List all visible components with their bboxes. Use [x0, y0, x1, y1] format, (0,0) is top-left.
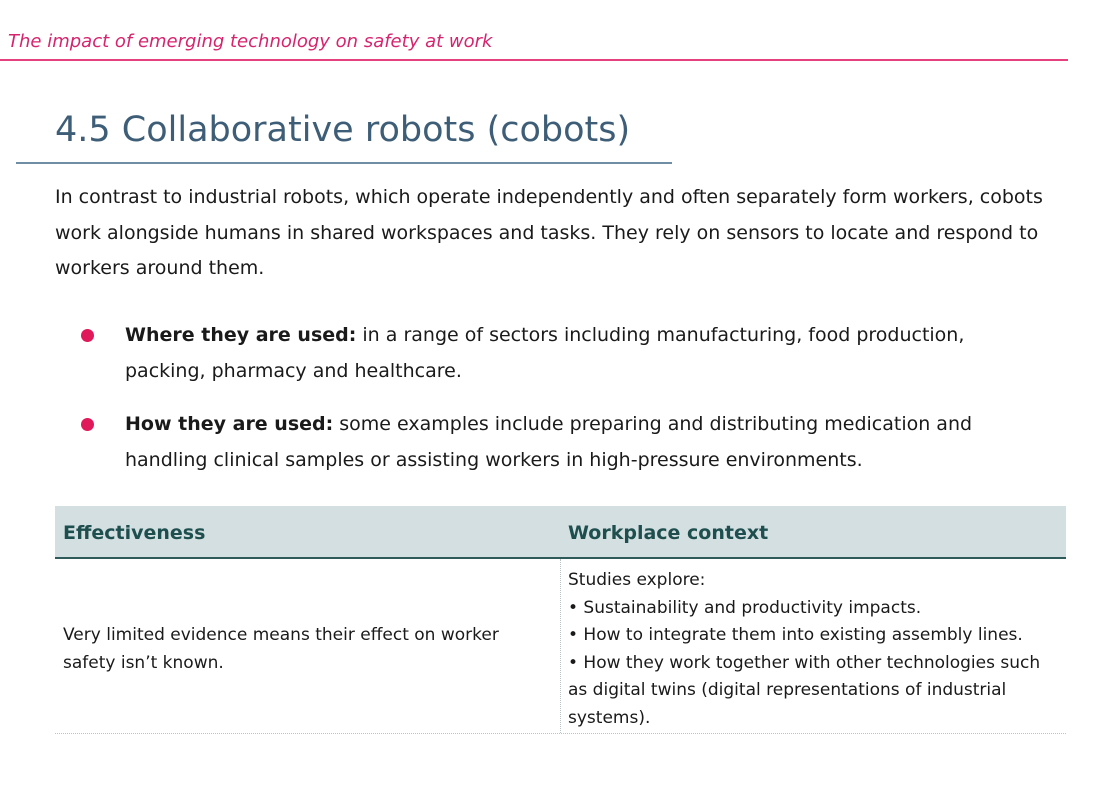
column-divider [560, 559, 561, 733]
bullet-body: in a range of sectors including manufacturing, food production, packing, pharmacy and healthcare. [125, 324, 965, 382]
document-header-title: The impact of emerging technology on safety at work [8, 31, 493, 52]
context-line: Studies explore: [568, 570, 706, 590]
heading-underline [16, 162, 672, 164]
context-line: • How to integrate them into existing assembly lines. [568, 625, 1023, 645]
bullet-body: some examples include preparing and distributing medication and handling clinical samples or assisting workers in high-pressure environments. [125, 413, 973, 471]
bullet-dot-icon [81, 418, 94, 431]
table-header-workplace-context: Workplace context [568, 522, 769, 544]
intro-paragraph: In contrast to industrial robots, which operate independently and often separately form workers, cobots work alongside humans in shared workspaces and tasks. They rely on sensors to locate and respond to workers around them. [55, 186, 1043, 279]
bullet-item-where-used [0, 317, 1035, 389]
context-line: • Sustainability and productivity impacts. [568, 597, 922, 618]
table-header-effectiveness: Effectiveness [63, 522, 206, 544]
bullet-label: Where they are used: [125, 324, 357, 346]
header-divider [0, 59, 1068, 61]
evidence-table [55, 506, 1066, 734]
table-row [55, 559, 1066, 734]
table-header-row [55, 506, 1066, 559]
bullet-label: How they are used: [125, 413, 334, 435]
workplace-context-cell [568, 567, 1063, 732]
bullet-text [125, 406, 1035, 478]
bullet-dot-icon [81, 329, 94, 342]
bullet-text [125, 317, 1035, 389]
effectiveness-cell: Very limited evidence means their effect on worker safety isn’t known. [63, 625, 499, 673]
bullet-list [0, 317, 1035, 478]
section-heading: 4.5 Collaborative robots (cobots) [55, 110, 631, 150]
context-line: • How they work together with other technologies such as digital twins (digital representations of industrial systems). [568, 652, 1041, 728]
bullet-item-how-used [0, 406, 1035, 478]
